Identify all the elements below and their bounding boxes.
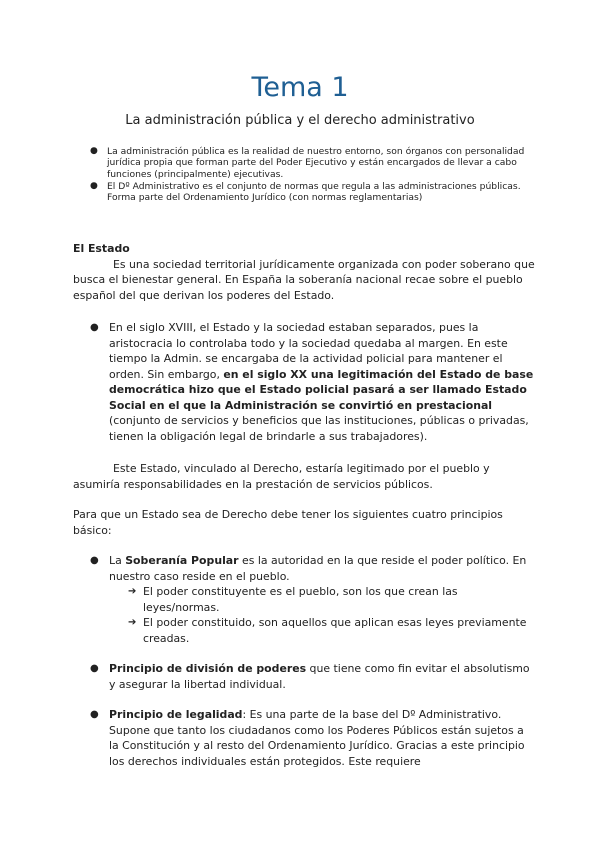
arrow-right-icon: ➔ — [128, 617, 137, 628]
page-title: Tema 1 — [251, 72, 349, 103]
intro-item — [90, 181, 530, 204]
sub-list-item — [73, 584, 535, 615]
estado-paragraph: Es una sociedad territorial jurídicamente organizada con poder soberano que busca el bienestar general. En España la soberanía nacional recae sobre el pueblo español del que derivan los poderes del Estado. — [73, 257, 535, 302]
document-body — [73, 241, 535, 769]
intro-list — [90, 146, 530, 204]
sub-list-item — [73, 615, 535, 646]
siglo-text-end: (conjunto de servicios y beneficios que las instituciones, públicas o privadas, tienen la obligación legal de brindarle a sus trabajadores). — [109, 414, 529, 443]
intro-item — [90, 146, 530, 180]
intro-item-text: El Dº Administrativo es el conjunto de normas que regula a las administraciones públicas. Forma parte del Ordenamiento Jurídico (con normas reglamentarias) — [107, 180, 521, 204]
siglo-text: En el siglo XVIII, el Estado y la sociedad estaban separados, pues la aristocracia lo controlaba todo y la sociedad quedaba al margen. En este tiempo la Admin. se encargaba de la actividad policial para mantener el orden. Sin embargo, — [109, 321, 508, 381]
section-heading: El Estado — [73, 242, 130, 255]
bullet-icon: ● — [90, 709, 99, 720]
sub-item-text: El poder constituyente es el pueblo, son los que crean las leyes/normas. — [143, 585, 458, 614]
legalidad-bold: Principio de legalidad — [109, 708, 243, 721]
soberania-text-prefix: La — [109, 554, 126, 567]
intro-item-text: La administración pública es la realidad de nuestro entorno, son órganos con personalidad jurídica propia que forman parte del Poder Ejecutivo y están encargados de llevar a cabo funciones (principalmente) ejecutivas. — [107, 146, 525, 180]
bullet-icon: ● — [90, 322, 99, 333]
bullet-icon: ● — [90, 146, 98, 156]
division-bold: Principio de división de poderes — [109, 662, 307, 675]
bullet-icon: ● — [90, 180, 98, 191]
list-item-legalidad — [73, 707, 535, 769]
legalidad-text: : Es una parte de la base del Dº Administrativo. Supone que tanto los ciudadanos como los Poderes Públicos están sujetos a la Constitución y al resto del Ordenamiento Jurídico. Gracias a este principio los derechos individuales están protegidos. Este requiere — [109, 708, 525, 768]
soberania-bold: Soberanía Popular — [125, 554, 239, 567]
bullet-icon: ● — [90, 663, 99, 674]
soberania-text: es la autoridad en la que reside el poder político. En nuestro caso reside en el pueblo. — [109, 554, 527, 583]
principios-intro: Para que un Estado sea de Derecho debe tener los siguientes cuatro principios básico: — [73, 508, 503, 537]
vinculado-paragraph: Este Estado, vinculado al Derecho, estaría legitimado por el pueblo y asumiría responsabilidades en la prestación de servicios públicos. — [73, 462, 490, 491]
list-item-soberania — [73, 553, 535, 584]
page-subtitle: La administración pública y el derecho administrativo — [125, 113, 475, 128]
sub-item-text: El poder constituido, son aquellos que aplican esas leyes previamente creadas. — [143, 616, 527, 645]
division-text: que tiene como fin evitar el absolutismo y asegurar la libertad individual. — [109, 662, 530, 691]
arrow-right-icon: ➔ — [128, 586, 137, 597]
list-item-division — [73, 661, 535, 692]
bullet-icon: ● — [90, 555, 99, 566]
list-item — [73, 320, 535, 444]
siglo-bold: en el siglo XX una legitimación del Estado de base democrática hizo que el Estado policial pasará a ser llamado Estado Social en el que la Administración se convirtió en prestacional — [109, 367, 534, 412]
